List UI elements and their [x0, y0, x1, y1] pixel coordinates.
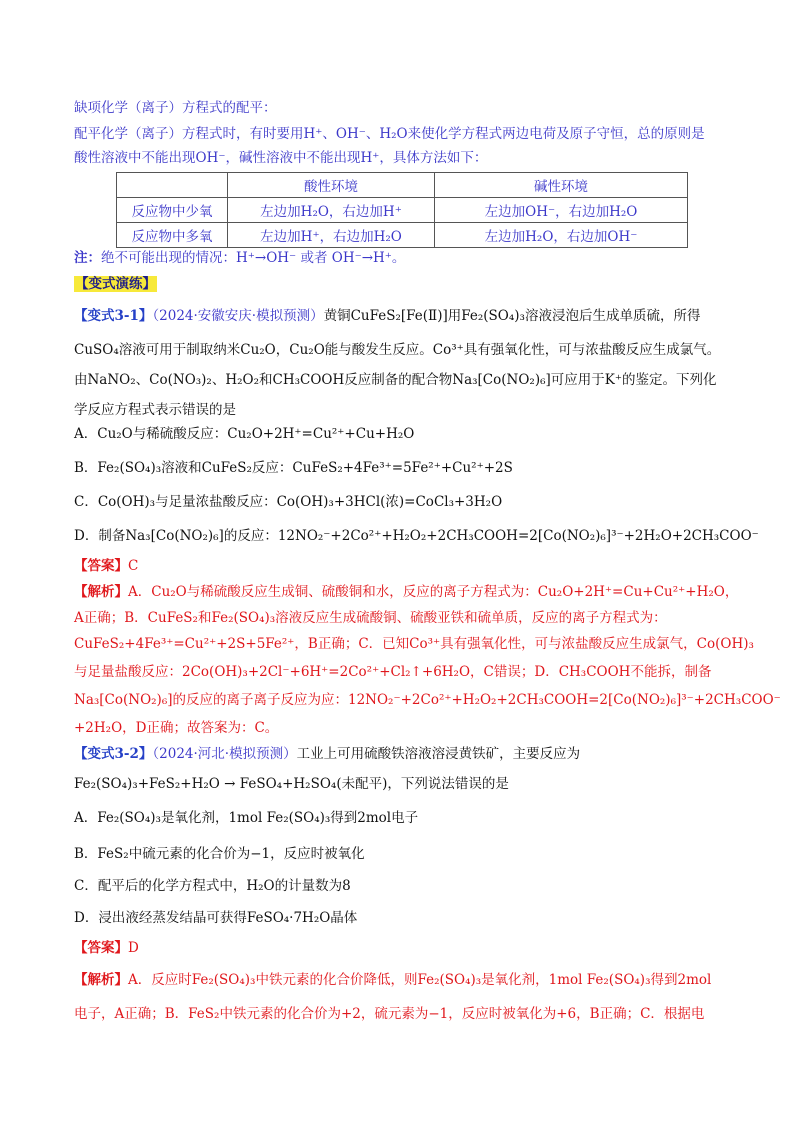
- section-title-text: 【变式演练】: [75, 276, 156, 292]
- q1-stem-2: CuSO₄溶液可用于制取纳米Cu₂O，Cu₂O能与酸发生反应。Co³⁺具有强氧化性，可与浓盐酸反应生成氯气。: [74, 342, 721, 358]
- q1-tag: 【变式3-1】: [74, 308, 153, 324]
- q1-option-b: B．Fe₂(SO₄)₃溶液和CuFeS₂反应：CuFeS₂+4Fe³⁺=5Fe²⁺+Cu²⁺+2S: [74, 460, 513, 476]
- note-text: 绝不可能出现的情况：H⁺→OH⁻ 或者 OH⁻→H⁺。: [101, 250, 406, 266]
- table-cell: 碱性环境: [435, 173, 688, 198]
- table-row: [117, 223, 688, 248]
- table-cell: [117, 173, 228, 198]
- q1-answer-label: 【答案】: [74, 558, 128, 574]
- q1-stem-1: [74, 306, 700, 326]
- q1-analysis-2: A正确；B．CuFeS₂和Fe₂(SO₄)₃溶液反应生成硫酸铜、硫酸亚铁和硫单质，反应的离子方程式为：: [74, 610, 667, 626]
- q1-stem-3: 由NaNO₂、Co(NO₃)₂、H₂O₂和CH₃COOH反应制备的配合物Na₃[Co(NO₂)₆]可应用于K⁺的鉴定。下列化: [74, 372, 717, 388]
- q1-analysis-1: [74, 582, 738, 602]
- table-row: [117, 198, 688, 223]
- q1-analysis-5: Na₃[Co(NO₂)₆]的反应的离子离子反应为应：12NO₂⁻+2Co²⁺+H₂O₂+2CH₃COOH=2[Co(NO₂)₆]³⁻+2CH₃COO⁻: [74, 692, 781, 708]
- intro-para-1: 配平化学（离子）方程式时，有时要用H⁺、OH⁻、H₂O来使化学方程式两边电荷及原子守恒，总的原则是: [74, 126, 705, 142]
- q2-analysis-2: 电子，A正确；B．FeS₂中铁元素的化合价为+2，硫元素为−1，反应时被氧化为+6，B正确；C．根据电: [74, 1006, 705, 1022]
- q2-answer-label: 【答案】: [74, 940, 128, 956]
- note-label: 注：: [74, 250, 101, 266]
- q1-answer: [74, 556, 138, 576]
- q2-analysis-text: A．反应时Fe₂(SO₄)₃中铁元素的化合价降低，则Fe₂(SO₄)₃是氧化剂，1mol Fe₂(SO₄)₃得到2mol: [128, 972, 712, 988]
- q2-stem-2: Fe₂(SO₄)₃+FeS₂+H₂O → FeSO₄+H₂SO₄(未配平)，下列说法错误的是: [74, 776, 509, 792]
- q1-stem-4: 学反应方程式表示错误的是: [74, 402, 236, 418]
- q1-source: （2024·安徽安庆·模拟预测）: [152, 308, 324, 324]
- table-cell: 酸性环境: [228, 173, 435, 198]
- q1-analysis-4: 与足量盐酸反应：2Co(OH)₃+2Cl⁻+6H⁺=2Co²⁺+Cl₂↑+6H₂O，C错误；D．CH₃COOH不能拆，制备: [74, 664, 712, 680]
- q2-stem-1: [74, 744, 580, 764]
- q2-option-a: A．Fe₂(SO₄)₃是氧化剂，1mol Fe₂(SO₄)₃得到2mol电子: [74, 810, 419, 826]
- q2-tag: 【变式3-2】: [74, 746, 153, 762]
- table-cell: 左边加H₂O，右边加H⁺: [228, 198, 435, 223]
- q2-option-d: D．浸出液经蒸发结晶可获得FeSO₄·7H₂O晶体: [74, 910, 358, 926]
- q2-source: （2024·河北·模拟预测）: [152, 746, 297, 762]
- q2-analysis-label: 【解析】: [74, 972, 128, 988]
- intro-para-2: 酸性溶液中不能出现OH⁻，碱性溶液中不能出现H⁺，具体方法如下：: [74, 150, 488, 166]
- table-cell: 左边加OH⁻，右边加H₂O: [435, 198, 688, 223]
- q2-answer-value: D: [128, 940, 139, 956]
- q2-analysis-1: [74, 970, 711, 990]
- q2-option-b: B．FeS₂中硫元素的化合价为−1，反应时被氧化: [74, 846, 365, 862]
- q1-line-1: 黄铜CuFeS₂[Fe(Ⅱ)]用Fe₂(SO₄)₃溶液浸泡后生成单质硫，所得: [323, 308, 701, 324]
- table-cell: 左边加H₂O，右边加OH⁻: [435, 223, 688, 248]
- intro-title: 缺项化学（离子）方程式的配平：: [74, 100, 277, 116]
- q1-analysis-label: 【解析】: [74, 584, 128, 600]
- q1-option-c: C．Co(OH)₃与足量浓盐酸反应：Co(OH)₃+3HCl(浓)=CoCl₃+3H₂O: [74, 494, 503, 510]
- q1-answer-value: C: [128, 558, 139, 574]
- table-cell: 反应物中多氧: [117, 223, 228, 248]
- note: [74, 248, 405, 268]
- q1-analysis-3: CuFeS₂+4Fe³⁺=Cu²⁺+2S+5Fe²⁺，B正确；C．已知Co³⁺具有强氧化性，可与浓盐酸反应生成氯气，Co(OH)₃: [74, 636, 754, 652]
- q1-analysis-text: A．Cu₂O与稀硫酸反应生成铜、硫酸铜和水，反应的离子方程式为：Cu₂O+2H⁺=Cu+Cu²⁺+H₂O，: [128, 584, 739, 600]
- table-header-row: [117, 173, 688, 198]
- q2-option-c: C．配平后的化学方程式中，H₂O的计量数为8: [74, 878, 351, 894]
- method-table: [116, 172, 688, 248]
- table-cell: 左边加H⁺，右边加H₂O: [228, 223, 435, 248]
- table-cell: 反应物中少氧: [117, 198, 228, 223]
- q1-analysis-6: +2H₂O，D正确；故答案为：C。: [74, 720, 279, 736]
- q2-answer: [74, 938, 139, 958]
- q1-option-a: A．Cu₂O与稀硫酸反应：Cu₂O+2H⁺=Cu²⁺+Cu+H₂O: [74, 426, 415, 442]
- q1-option-d: D．制备Na₃[Co(NO₂)₆]的反应：12NO₂⁻+2Co²⁺+H₂O₂+2CH₃COOH=2[Co(NO₂)₆]³⁻+2H₂O+2CH₃COO⁻: [74, 528, 759, 544]
- section-title: [74, 274, 157, 294]
- q2-line-1: 工业上可用硫酸铁溶液溶浸黄铁矿，主要反应为: [296, 746, 581, 762]
